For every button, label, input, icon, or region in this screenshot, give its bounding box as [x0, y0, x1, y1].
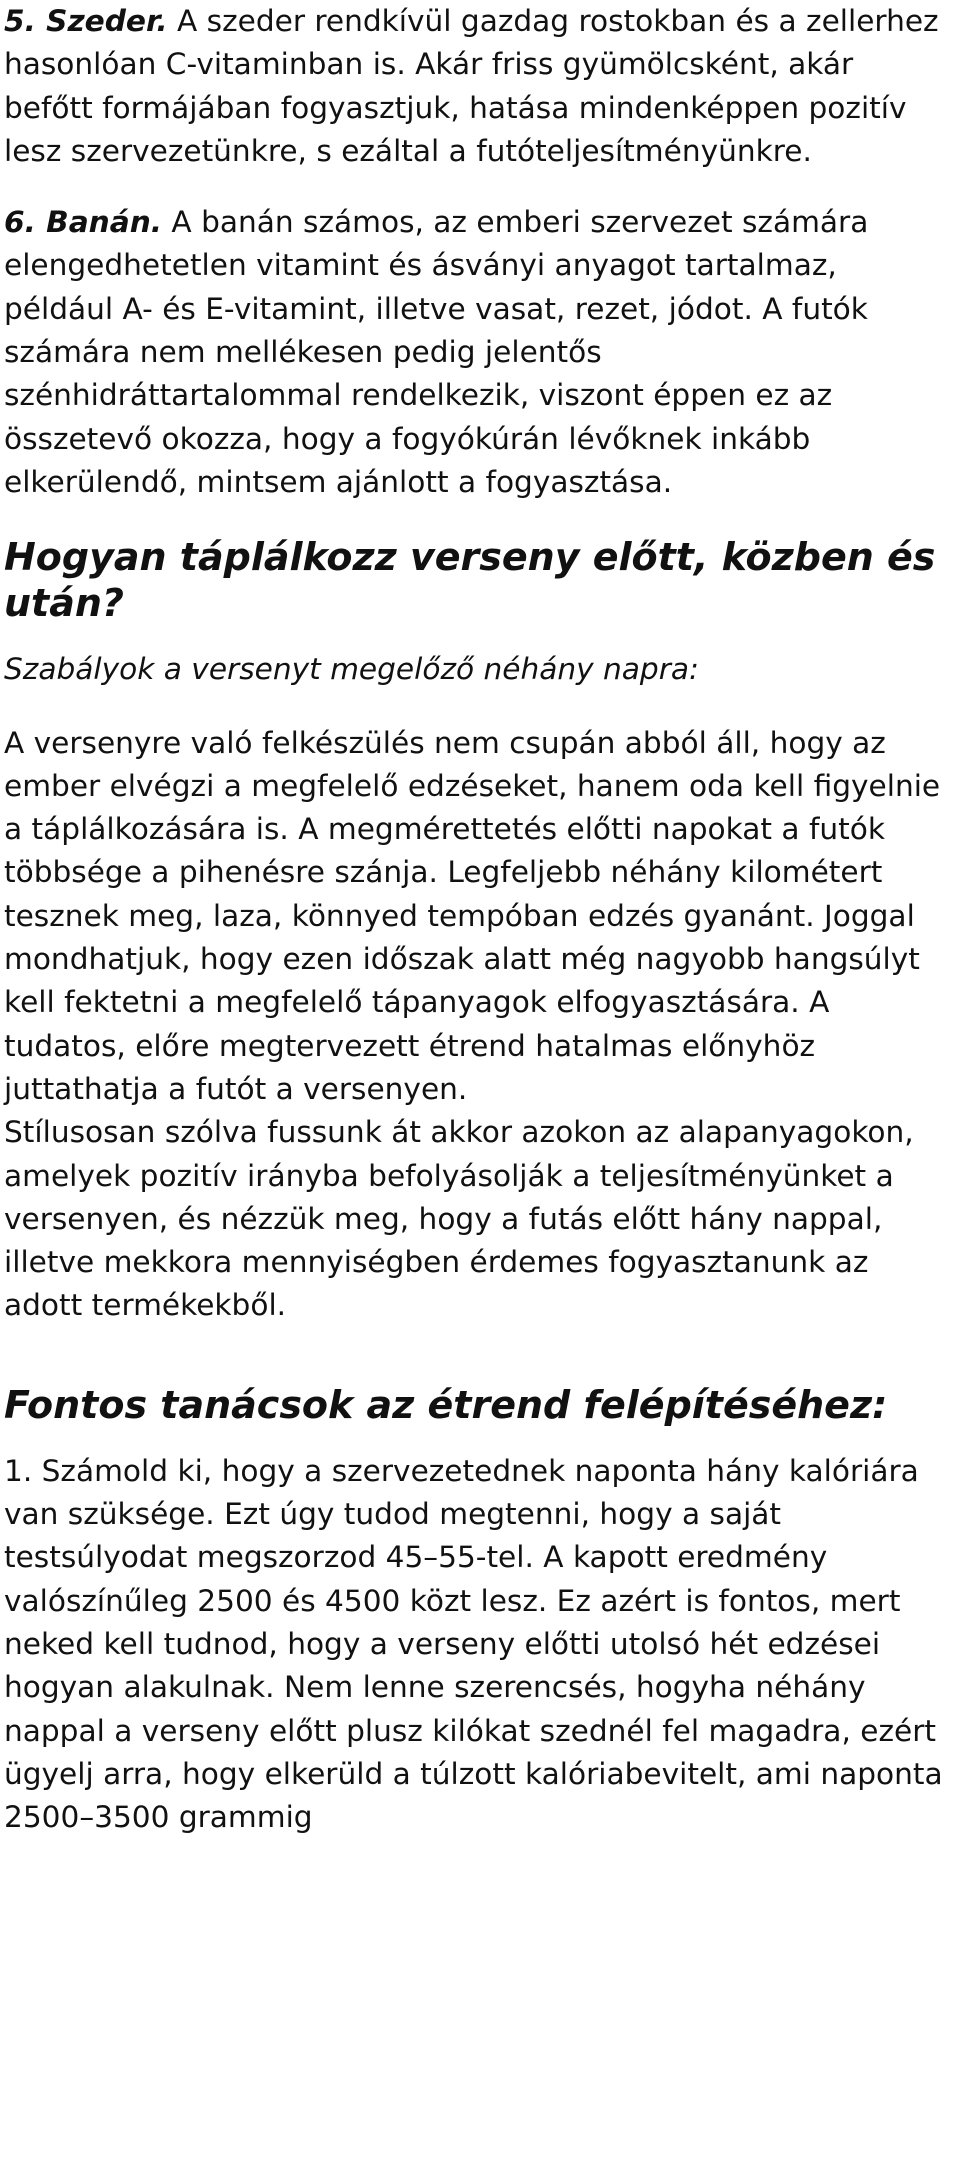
item-text-banana: A banán számos, az emberi szervezet számára elengedhetetlen vitamint és ásványi anyagot tartalmaz, például A- és E-vitamint, illetve vasat, rezet, jódot. A futók számára nem mellékesen pedig jelentős szénhidráttartalommal rendelkezik, viszont éppen ez az összetevő okozza, hogy a fogyókúrán lévőknek inkább elkerülendő, mintsem ajánlott a fogyasztása. — [4, 205, 869, 499]
section-heading-race-nutrition: Hogyan táplálkozz verseny előtt, közben és után? — [4, 535, 936, 626]
item-label-blackberry: 5. Szeder. — [4, 4, 168, 38]
paragraph-ingredients: Stílusosan szólva fussunk át akkor azokon az alapanyagokon, amelyek pozitív irányba befolyásolják a teljesítményünket a versenyen, és nézzük meg, hogy a futás előtt hány nappal, illetve mekkora mennyiségben érdemes fogyasztanunk az adott termékekből. — [4, 1115, 914, 1323]
paragraph-banana — [4, 201, 948, 504]
section-heading-diet-tips: Fontos tanácsok az étrend felépítéséhez: — [4, 1382, 888, 1427]
item-label-banana: 6. Banán. — [4, 205, 163, 240]
paragraph-preparation: A versenyre való felkészülés nem csupán abból áll, hogy az ember elvégzi a megfelelő edzéseket, hanem oda kell figyelnie a táplálkozására is. A megmérettetés előtti napokat a futók többsége a pihenésre szánja. Legfeljebb néhány kilométert tesznek meg, laza, könnyed tempóban edzés gyanánt. Joggal mondhatjuk, hogy ezen időszak alatt még nagyobb hangsúlyt kell fektetni a megfelelő tápanyagok elfogyasztására. A tudatos, előre megtervezett étrend hatalmas előnyhöz juttathatja a futót a versenyen. — [4, 725, 941, 1106]
item-text-blackberry: A szeder rendkívül gazdag rostokban és a zellerhez hasonlóan C-vitaminban is. Akár friss gyümölcsként, akár befőtt formájában fogyasztjuk, hatása mindenképpen pozitív lesz szervezetünkre, s ezáltal a futóteljesítményünkre. — [4, 4, 939, 168]
paragraph-tip-1: 1. Számold ki, hogy a szervezetednek naponta hány kalóriára van szüksége. Ezt úgy tudod megtenni, hogy a saját testsúlyodat megszorzod 45–55-tel. A kapott eredmény valószínűleg 2500 és 4500 közt lesz. Ez azért is fontos, mert neked kell tudnod, hogy a verseny előtti utolsó hét edzései hogyan alakulnak. Nem lenne szerencsés, hogyha néhány nappal a verseny előtt plusz kilókat szednél fel magadra, ezért ügyelj arra, hogy elkerüld a túlzott kalóriabevitelt, ami naponta 2500–3500 grammig — [4, 1453, 943, 1835]
section-subheading-rules: Szabályok a versenyt megelőző néhány napra: — [4, 652, 699, 687]
paragraph-blackberry — [4, 0, 948, 173]
